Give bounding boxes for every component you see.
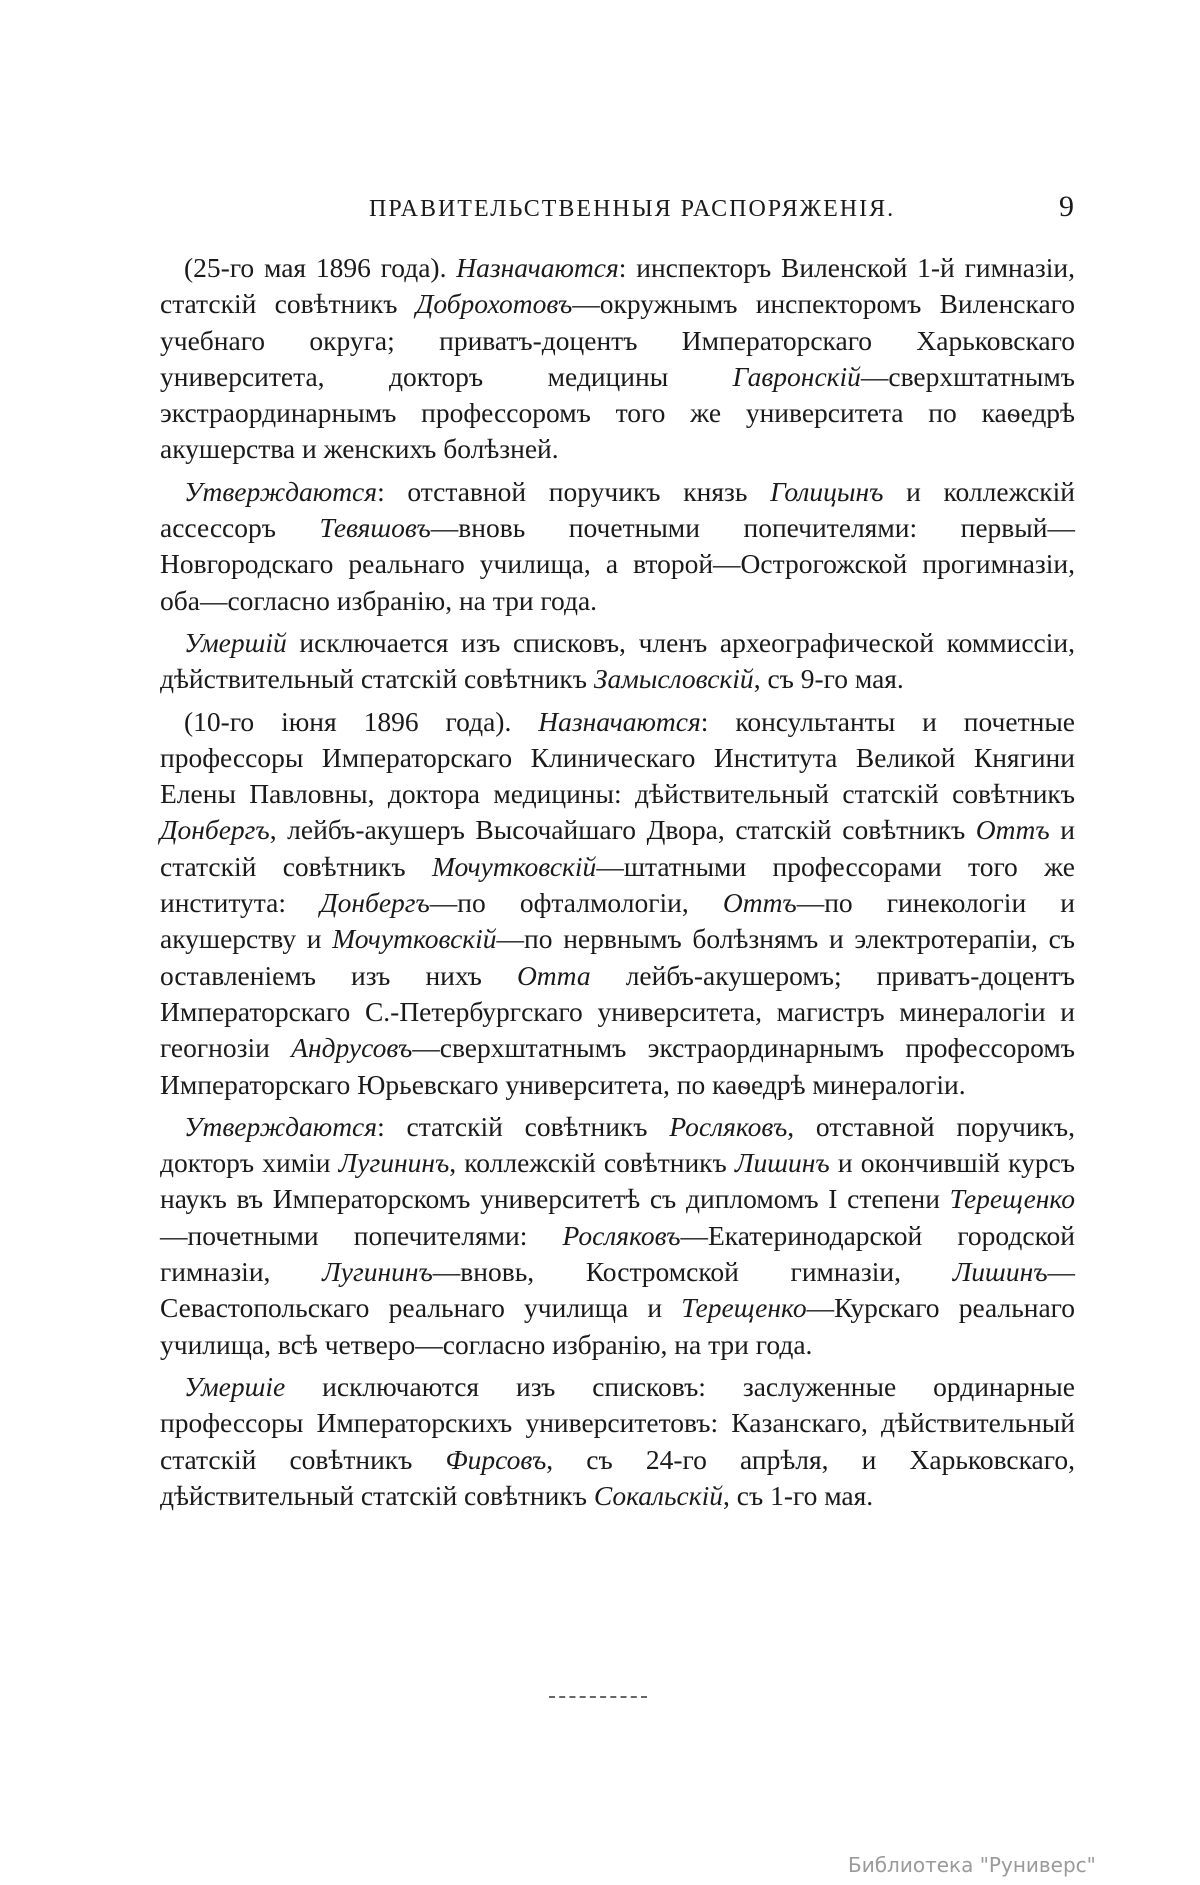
italic-name: Росляковъ <box>562 1219 681 1251</box>
paragraph <box>160 625 1075 698</box>
italic-name: Лугининъ <box>322 1256 433 1288</box>
text-run: —почетными попечителями: <box>160 1219 563 1251</box>
italic-name: Оттъ <box>975 814 1050 846</box>
text-run: и статскій совѣтникъ <box>160 814 1075 882</box>
text-run: , отставной поручикъ, докторъ химіи <box>160 1110 1075 1179</box>
italic-name: Оттъ <box>722 887 797 919</box>
paragraph <box>160 704 1075 1103</box>
body-text <box>160 250 1075 1520</box>
text-run: , лейбъ-акушеръ Высочайшаго Двора, статскій совѣтникъ <box>269 814 976 846</box>
italic-name: Лугининъ <box>338 1147 450 1179</box>
text-run: (25-го мая 1896 года). <box>184 252 457 283</box>
italic-name: Донбергъ <box>160 814 270 846</box>
end-rule <box>549 1696 647 1700</box>
text-run: , съ 24-го апрѣля, и Харьковскаго, дѣйствительный статскій совѣтникъ <box>160 1443 1075 1511</box>
italic-name: Голицынъ <box>770 475 884 507</box>
italic-name: Утверждаются <box>184 475 378 507</box>
italic-name: Андрусовъ <box>291 1032 413 1064</box>
text-run: —вновь, Костромской гимназіи, <box>432 1256 953 1288</box>
italic-name: Лишинъ <box>952 1256 1048 1288</box>
text-run: —по гинекологіи и акушерству и <box>160 887 1075 955</box>
text-run: —сверхштатнымъ экстраординарнымъ профессоромъ Императорскаго Юрьевскаго университета, по каѳедрѣ минералогіи. <box>160 1032 1076 1100</box>
paragraph <box>160 250 1075 468</box>
italic-name: Лишинъ <box>734 1147 830 1179</box>
italic-name: Терещенко <box>681 1292 807 1324</box>
italic-name: Назначаются <box>456 252 619 283</box>
paragraph <box>160 1109 1075 1363</box>
page-number: 9 <box>1059 190 1074 223</box>
paragraph <box>160 1369 1075 1514</box>
text-run: —штатными профессорами того же института: <box>160 850 1075 919</box>
italic-name: Тевяшовъ <box>319 512 431 544</box>
italic-name: Умершій <box>184 626 287 658</box>
italic-name: Назначаются <box>538 705 701 737</box>
italic-name: Терещенко <box>949 1183 1075 1215</box>
text-run: и окончившій курсъ наукъ въ Императорскомъ университетѣ съ дипломомъ I степени <box>160 1147 1076 1215</box>
text-run: —окружнымъ инспекторомъ Виленскаго учебнаго округа; приватъ-доцентъ Императорскаго Харьковскаго университета, докторъ медицины <box>160 288 1075 392</box>
text-run: исключаются изъ списковъ: заслуженные ординарные профессоры Императорскихъ университетовъ: Казанскаго, дѣйствительный статскій совѣтникъ <box>160 1370 1075 1475</box>
text-run: —по офталмологіи, <box>429 887 723 919</box>
text-run: : инспекторъ Виленской 1-й гимназіи, статскій совѣтникъ <box>160 252 1075 320</box>
italic-name: Доброхотовъ <box>415 288 573 320</box>
italic-name: Утверждаются <box>184 1110 378 1142</box>
paragraph <box>160 474 1075 619</box>
running-title: ПРАВИТЕЛЬСТВЕННЫЯ РАСПОРЯЖЕНІЯ. <box>369 196 896 222</box>
text-run: —Севастопольскаго реальнаго училища и <box>160 1256 1075 1324</box>
text-run: —по нервнымъ болѣзнямъ и электротерапіи, съ оставленіемъ изъ нихъ <box>160 923 1075 991</box>
text-run: лейбъ-акушеромъ; приватъ-доцентъ Императорскаго С.-Петербургскаго университета, магистръ минералогіи и геогнозіи <box>160 959 1076 1064</box>
italic-name: Мочутковскій <box>431 850 597 882</box>
italic-name: Фирсовъ <box>445 1443 547 1475</box>
text-run: —вновь почетными попечителями: первый—Новгородскаго реальнаго училища, а второй—Острогожской прогимназіи, оба—согласно избранію, на три года. <box>160 512 1075 616</box>
library-watermark: Библиотека "Руниверс" <box>848 1853 1096 1877</box>
page-header <box>169 190 1074 236</box>
text-run: : статскій совѣтникъ <box>377 1110 670 1142</box>
text-run: : отставной поручикъ князь <box>377 475 771 507</box>
italic-name: Донбергъ <box>320 887 430 919</box>
text-run: : консультанты и почетные профессоры Императорскаго Клиническаго Института Великой Княгини Елены Павловны, доктора медицины: дѣйствительный статскій совѣтникъ <box>160 705 1075 810</box>
text-run: —сверхштатнымъ экстраординарнымъ профессоромъ того же университета по каѳедрѣ акушерства и женскихъ болѣзней. <box>160 360 1075 465</box>
italic-name: Росляковъ <box>669 1110 788 1142</box>
italic-name: Мочутковскій <box>332 923 497 955</box>
italic-name: Сокальскій <box>593 1479 724 1511</box>
text-run: , съ 1-го мая. <box>723 1479 874 1511</box>
italic-name: Умершіе <box>184 1370 286 1402</box>
text-run: , съ 9-го мая. <box>753 663 904 695</box>
text-run: —Курскаго реальнаго училища, всѣ четверо—согласно избранію, на три года. <box>160 1292 1076 1360</box>
text-run: и коллежскій ассессоръ <box>160 475 1075 544</box>
text-run: , коллежскій совѣтникъ <box>449 1147 735 1179</box>
italic-name: Отта <box>516 959 591 991</box>
text-run: —Екатеринодарской городской гимназіи, <box>160 1219 1075 1288</box>
text-run: исключается изъ списковъ, членъ археографической коммиссіи, дѣйствительный статскій совѣтникъ <box>160 626 1075 695</box>
italic-name: Замысловскій <box>593 663 754 695</box>
italic-name: Гавронскій <box>732 360 861 392</box>
text-run: (10-го іюня 1896 года). <box>184 705 539 737</box>
